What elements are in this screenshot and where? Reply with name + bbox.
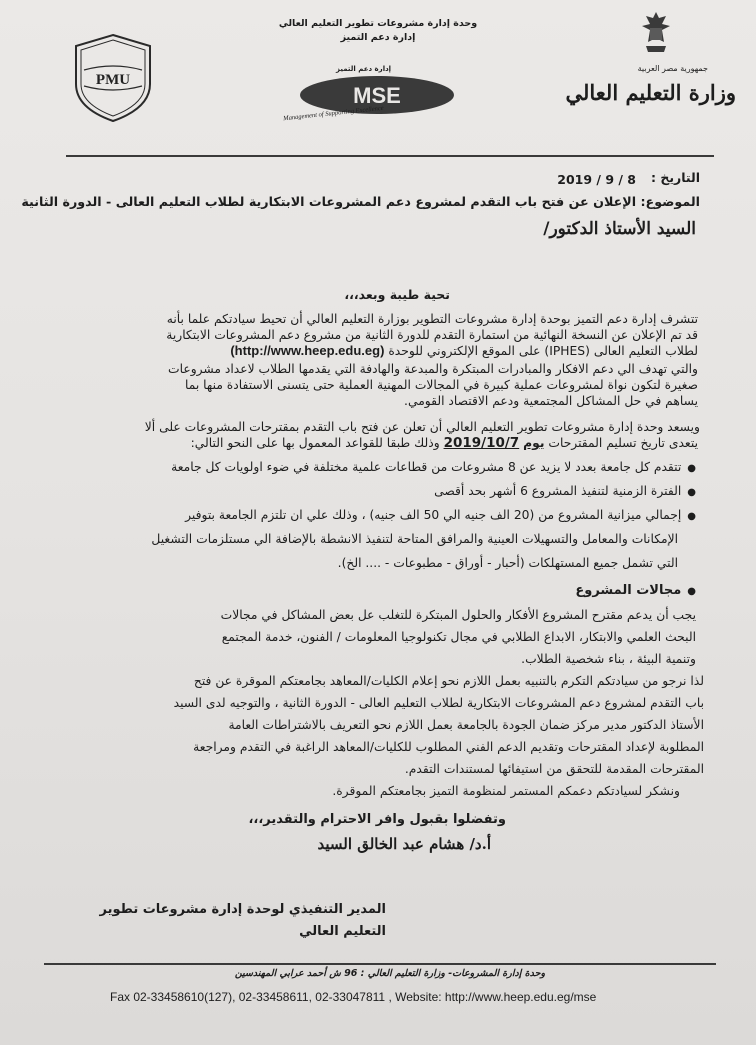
footer-address: وحدة إدارة المشروعات- وزارة التعليم العالي : 96 ش أحمد عرابي المهندسين	[234, 968, 546, 979]
paragraph-2-line-2	[191, 435, 698, 451]
request-line-1: لذا نرجو من سيادتكم التكرم بالتنبيه بعمل اللازم نحو إعلام الكليات/المعاهد بجامعتكم الموقرة عن فتح	[193, 674, 704, 688]
paragraph-2-line-1: ويسعد وحدة إدارة مشروعات تطوير التعليم العالي أن تعلن عن فتح باب التقدم بمقترحات المشروعات على ألا	[144, 420, 700, 434]
paragraph-2-line-2-text-a: يتعدى تاريخ تسليم المقترحات	[548, 436, 698, 450]
footer-divider	[44, 963, 716, 965]
ministry-name: وزارة التعليم العالي	[565, 80, 736, 105]
heep-url-link[interactable]: (http://www.heep.edu.eg)	[230, 343, 385, 358]
mse-caption: إدارة دعم التميز	[336, 65, 392, 73]
subject-line: الموضوع: الإعلان عن فتح باب التقدم لمشروع دعم المشروعات الابتكارية لطلاب التعليم العالى - الدورة الثانية	[21, 194, 700, 209]
footer-contact: Fax 02-33458610(127), 02-33458611, 02-33047811 , Website: http://www.heep.edu.eg/mse	[110, 990, 597, 1004]
signer-title-line-1: المدير التنفيذي لوحدة إدارة مشروعات تطوير	[99, 902, 386, 917]
bullet-icon: ●	[687, 487, 696, 498]
bullet-item-3-text: إجمالي ميزانية المشروع من (20 الف جنيه الي 50 الف جنيه) ، وذلك علي ان تلتزم الجامعة بتوفير	[185, 508, 682, 522]
paragraph-1-line-3-text: لطلاب التعليم العالى (IPHES) على الموقع الإلكتروني للوحدة	[388, 344, 698, 358]
salutation: السيد الأستاذ الدكتور/	[543, 219, 696, 239]
bullet-item-2	[434, 483, 696, 501]
paragraph-1-line-1: تتشرف إدارة دعم التميز بوحدة إدارة مشروعات التطوير بوزارة التعليم العالي أن تحيط سيادتكم علما بأنه	[166, 312, 698, 326]
request-line-2: باب التقدم لمشروع دعم المشروعات الابتكارية لطلاب التعليم العالى - الدورة الثانية ، والتوجيه لدى السيد	[173, 696, 704, 710]
bullet-icon: ●	[687, 463, 696, 474]
mse-unit-line-1: وحدة إدارة مشروعات تطوير التعليم العالي	[278, 18, 478, 29]
bullet-item-3-continuation-2: التي تشمل جميع المستهلكات (أحبار - أوراق - مطبوعات - .... الخ).	[337, 556, 678, 570]
paragraph-1-line-3	[230, 343, 698, 359]
request-line-5: المقترحات المقدمة للتحقق من استيفائها لمستندات التقدم.	[404, 762, 704, 776]
request-line-4: المطلوبة لإعداد المقترحات وتقديم الدعم الفني المطلوب للكليات/المعاهد الراغبة في التقدم ومراجعة	[193, 740, 704, 754]
deadline-day-label: يوم	[523, 436, 545, 450]
bullet-icon: ●	[687, 586, 696, 597]
signer-name: أ.د/ هشام عبد الخالق السيد	[317, 835, 491, 853]
bullet-icon: ●	[687, 511, 696, 522]
fields-text-line-2: البحث العلمي والابتكار، الابداع الطلابي في مجال تكنولوجيا المعلومات / الفنون، خدمة المجتمع	[221, 630, 696, 644]
eagle-emblem-icon	[636, 8, 676, 56]
bullet-item-1-text: تتقدم كل جامعة بعدد لا يزيد عن 8 مشروعات من قطاعات علمية مختلفة في ضوء اولويات كل جامعة	[171, 460, 682, 474]
fields-text-line-3: وتنمية البيئة ، بناء شخصية الطلاب.	[521, 652, 696, 666]
bullet-item-1	[171, 459, 696, 477]
paragraph-2-line-2-text-b: وذلك طبقا للقواعد المعمول بها على النحو التالي:	[190, 436, 440, 450]
fields-text-line-1: يجب أن يدعم مقترح المشروع الأفكار والحلول المبتكرة للتغلب عل بعض المشاكل في مجالات	[220, 608, 696, 622]
request-line-3: الأستاذ الدكتور مدير مركز ضمان الجودة بالجامعة بعمل اللازم نحو التعريف بالاشتراطات العامة	[228, 718, 704, 732]
date-label: التاريخ :	[650, 170, 700, 185]
mse-logo-block	[278, 12, 478, 123]
closing-line: وتفضلوا بقبول وافر الاحترام والتقدير،،،	[248, 812, 506, 827]
deadline-date: 2019/10/7	[443, 435, 520, 451]
mse-unit-line-2: إدارة دعم التميز	[340, 32, 416, 43]
date-value: 2019 / 9 / 8	[557, 172, 636, 187]
paragraph-1-line-2: قد تم الإعلان عن النسخة النهائية من استمارة التقدم للدورة الثانية من مشروع دعم المشروعات الابتكارية	[166, 328, 698, 342]
mse-logo-text: MSE	[353, 83, 401, 108]
fields-heading-text: مجالات المشروع	[575, 583, 682, 598]
pmu-logo	[70, 32, 156, 124]
greeting: تحية طيبة وبعد،،،	[344, 287, 450, 302]
mse-subtitle: Management of Supporting Excellence	[282, 104, 384, 123]
bullet-item-3-continuation-1: الإمكانات والمعامل والتسهيلات العينية والمرافق المتاحة لتنفيذ الانشطة بالإضافة الي مستلزمات التشغيل	[151, 532, 678, 546]
bullet-item-3	[185, 507, 696, 525]
paragraph-1-line-5: صغيرة لتكون نواة لمشروعات عملية كبيرة في المجالات المهنية العملية حتى يتسنى الاستفادة منها بما	[185, 378, 698, 392]
fields-heading	[575, 583, 696, 600]
header-divider	[66, 155, 714, 157]
bullet-item-2-text: الفترة الزمنية لتنفيذ المشروع 6 أشهر بحد أقصى	[434, 484, 682, 498]
signer-title-line-2: التعليم العالي	[299, 924, 386, 939]
paragraph-1-line-6: يساهم في حل المشاكل المجتمعية ودعم الاقتصاد القومي.	[404, 394, 698, 408]
paragraph-1-line-4: والتي تهدف الي دعم الافكار والمبادرات المبتكرة والمبدعة والهادفة التي يقدمها الطلاب لاعداد مشروعات	[168, 362, 698, 376]
thanks-line: ونشكر لسيادتكم دعمكم المستمر لمنظومة التميز بجامعتكم الموقرة.	[332, 784, 680, 798]
ministry-logo-block	[565, 8, 736, 118]
pmu-logo-text: PMU	[95, 72, 131, 88]
republic-name: جمهورية مصر العربية	[637, 64, 708, 73]
